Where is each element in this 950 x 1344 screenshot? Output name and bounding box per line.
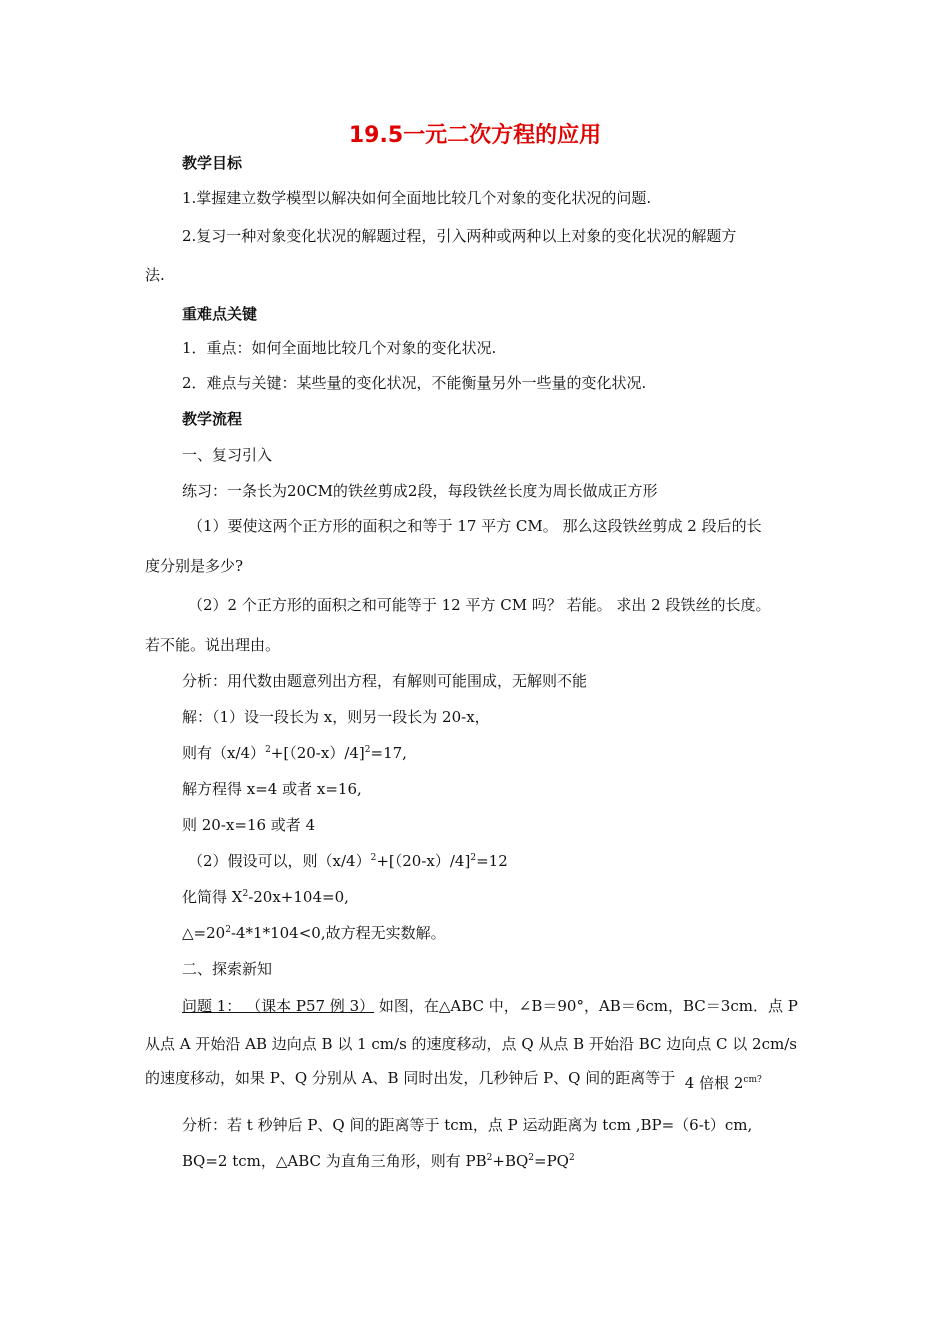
key-1: 1．重点：如何全面地比较几个对象的变化状况.: [182, 339, 497, 357]
final-line: BQ=2 tcm，△ABC 为直角三角形，则有 $PB^2+BQ^2=PQ^2$: [182, 1152, 575, 1170]
key-heading: 重难点关键: [182, 305, 258, 323]
problem-1-label: 问题 1： （课本 P57 例 3）: [182, 997, 375, 1015]
discriminant-line: $\triangle=20^2-4*1*104<0$,故方程无实数解。: [182, 924, 446, 942]
part1-heading: 一、复习引入: [182, 446, 273, 464]
problem-1-line-3: 的速度移动，如果 P、Q 分别从 A、B 同时出发，几秒钟后 P、Q 间的距离等于 4 倍根 $2^{cm?}$: [145, 1069, 762, 1092]
equation-1: 则有$(x/4)^2+[(20-x)/4]^2=17$,: [182, 744, 407, 762]
question-2-solution: （2）假设可以，则$(x/4)^2+[(20-x)/4]^2=12$: [188, 852, 508, 870]
question-1: （1）要使这两个正方形的面积之和等于 17 平方 CM。 那么这段铁丝剪成 2 段后的长: [188, 517, 762, 535]
goal-2: 2.复习一种对象变化状况的解题过程，引入两种或两种以上对象的变化状况的解题方: [182, 227, 737, 245]
flow-heading: 教学流程: [182, 410, 243, 428]
key-2: 2．难点与关键：某些量的变化状况，不能衡量另外一些量的变化状况.: [182, 374, 647, 392]
goal-1: 1.掌握建立数学模型以解决如何全面地比较几个对象的变化状况的问题.: [182, 189, 652, 207]
analysis-2: 分析：若 t 秒钟后 P、Q 间的距离等于 tcm，点 P 运动距离为 tcm ,BP=（6-t）cm,: [182, 1116, 753, 1134]
analysis-1: 分析：用代数由题意列出方程，有解则可能围成，无解则不能: [182, 672, 588, 690]
question-2-cont: 若不能。说出理由。: [145, 636, 281, 654]
exercise-text: 练习：一条长为20CM的铁丝剪成2段，每段铁丝长度为周长做成正方形: [182, 482, 658, 500]
simplified-equation: 化简得 $X^2-20x+104=0$,: [182, 888, 349, 906]
solution-line-2: 解方程得 x=4 或者 x=16,: [182, 780, 362, 798]
document-title: 19.5一元二次方程的应用: [348, 123, 602, 148]
solution-line-3: 则 20-x=16 或者 4: [182, 816, 316, 834]
goal-2-cont: 法.: [145, 266, 165, 284]
problem-1-line: 问题 1： （课本 P57 例 3） 如图，在△ABC 中，∠B＝90°，AB＝6cm，BC＝3cm．点 P: [182, 997, 798, 1015]
question-2: （2）2 个正方形的面积之和可能等于 12 平方 CM 吗？ 若能。 求出 2 段铁丝的长度。: [188, 596, 771, 614]
problem-1-line-2: 从点 A 开始沿 AB 边向点 B 以 1 cm/s 的速度移动，点 Q 从点 B 开始沿 BC 边向点 C 以 2cm/s: [145, 1035, 797, 1053]
solution-line-1: 解：（1）设一段长为 x，则另一段长为 20-x，: [182, 708, 490, 726]
question-1-cont: 度分别是多少?: [145, 557, 244, 575]
goals-heading: 教学目标: [182, 154, 243, 172]
part2-heading: 二、探索新知: [182, 960, 273, 978]
